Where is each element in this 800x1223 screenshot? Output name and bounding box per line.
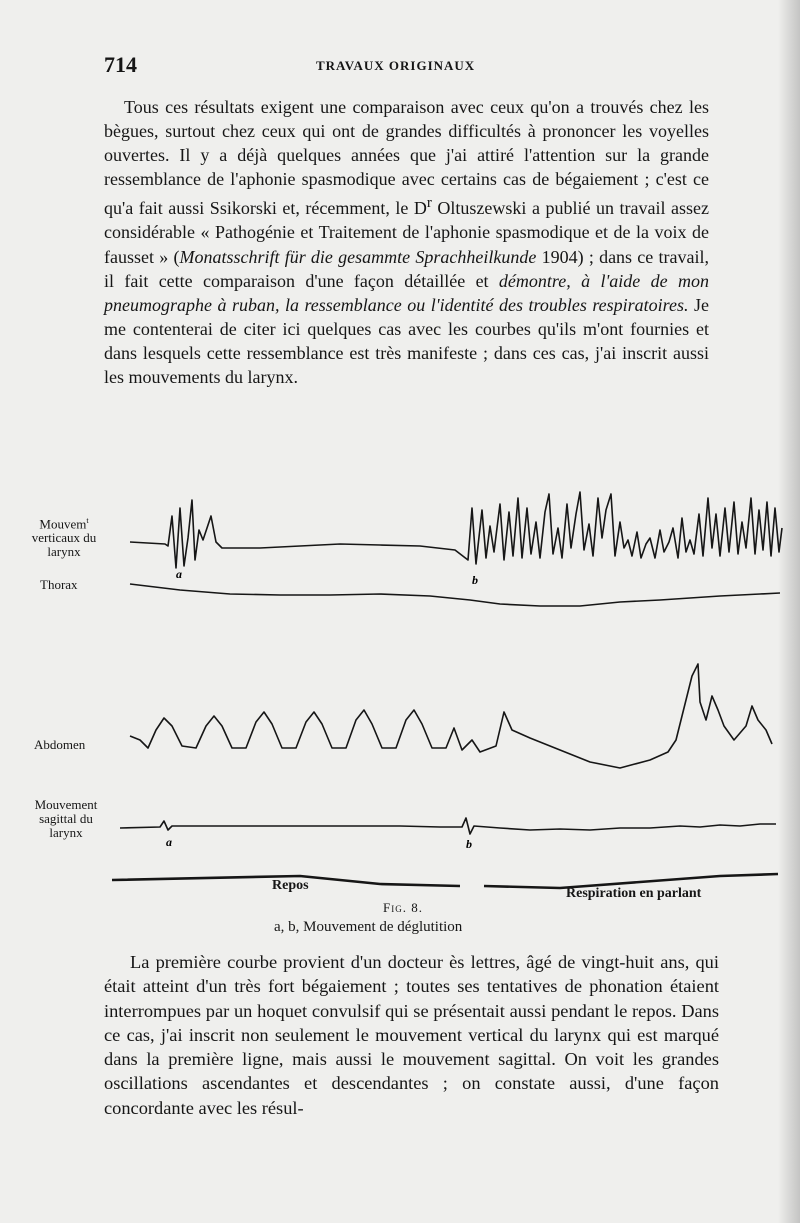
figure-number: Fig. 8. bbox=[383, 900, 423, 915]
paragraph-intro-part1: Tous ces résultats exigent une comparaison avec ceux qu'on a trouvés chez les bègues, surtout chez ceux qui ont de grandes difficultés à prononcer les voyelles ouvertes. Il y a déjà quelques années que j'ai attiré l'attention sur la grande ressemblance de l'aphonie spasmodique avec certains cas de bégaiement ; c'est ce qu'a fait aussi Ssikorski et, récemment, le D bbox=[104, 97, 709, 219]
label-sagittal-line3: larynx bbox=[49, 825, 83, 840]
figure-caption: a, b, Mouvement de déglutition bbox=[274, 919, 463, 935]
label-sagittal-line1: Mouvement bbox=[34, 797, 98, 812]
label-vertical-line1: Mouvem bbox=[39, 516, 87, 532]
marker-a-top: a bbox=[176, 567, 182, 581]
marker-a-bottom: a bbox=[166, 835, 172, 849]
label-sagittal-line2: sagittal du bbox=[39, 811, 93, 826]
trace-thorax bbox=[130, 584, 780, 606]
paragraph-case-description: La première courbe provient d'un docteur ès lettres, âgé de vingt-huit ans, qui était atteint d'un très fort bégaiement ; toutes ses tentatives de phonation étaient interrompues par un hoquet convulsif qui se présentait aussi pendant le repos. Dans ce cas, j'ai inscrit non seulement le mouvement vertical du larynx qui est marqué dans la première ligne, mais aussi le mouvement sagittal. On voit les grandes oscillations ascendantes et descendantes ; on constate aussi, d'une façon concordante avec les résul- bbox=[104, 952, 719, 1118]
label-vertical-sup: t bbox=[86, 516, 89, 525]
label-thorax: Thorax bbox=[40, 577, 78, 592]
trace-sagittal-larynx bbox=[120, 818, 776, 834]
superscript-r: r bbox=[426, 195, 432, 212]
zone-label-speaking: Respiration en parlant bbox=[566, 886, 702, 901]
page-gutter-shadow bbox=[778, 0, 800, 1223]
trace-abdomen bbox=[130, 664, 772, 768]
zone-label-rest: Repos bbox=[272, 878, 309, 893]
figure-traces bbox=[0, 468, 800, 948]
marker-b-top: b bbox=[472, 573, 478, 587]
paragraph-intro bbox=[104, 95, 709, 389]
paragraph-intro-part3: 1904) ; dans ce travail, il fait cette comparaison d'une façon détaillée et bbox=[104, 246, 709, 291]
figure-8 bbox=[0, 468, 800, 948]
page-number: 714 bbox=[104, 52, 137, 77]
journal-title: Monatsschrift für die gesammte Sprachheilkunde bbox=[179, 246, 537, 267]
page-header bbox=[104, 52, 709, 80]
trace-vertical-larynx bbox=[130, 492, 782, 568]
label-abdomen: Abdomen bbox=[34, 737, 86, 752]
paragraph-intro-part4: Je me contenterai de citer ici quelques cas avec les courbes qu'ils m'ont fournies et dans lesquels cette ressemblance est très manifeste ; dans ces cas, j'ai inscrit aussi les mouvements du larynx. bbox=[104, 294, 709, 388]
marker-b-bottom: b bbox=[466, 837, 472, 851]
emphasis-demonstration: démontre, à l'aide de mon pneumographe à ruban, la ressemblance ou l'identité des troubles respiratoires. bbox=[104, 270, 709, 315]
paragraph-intro-part2: Oltuszewski a publié un travail assez considérable « Pathogénie et Traitement de l'aphonie spasmodique et de la voix de fausset » ( bbox=[104, 198, 709, 267]
label-vertical-line3: larynx bbox=[47, 544, 81, 560]
running-head: TRAVAUX ORIGINAUX bbox=[316, 58, 476, 73]
label-vertical-line2: verticaux du bbox=[31, 530, 97, 546]
